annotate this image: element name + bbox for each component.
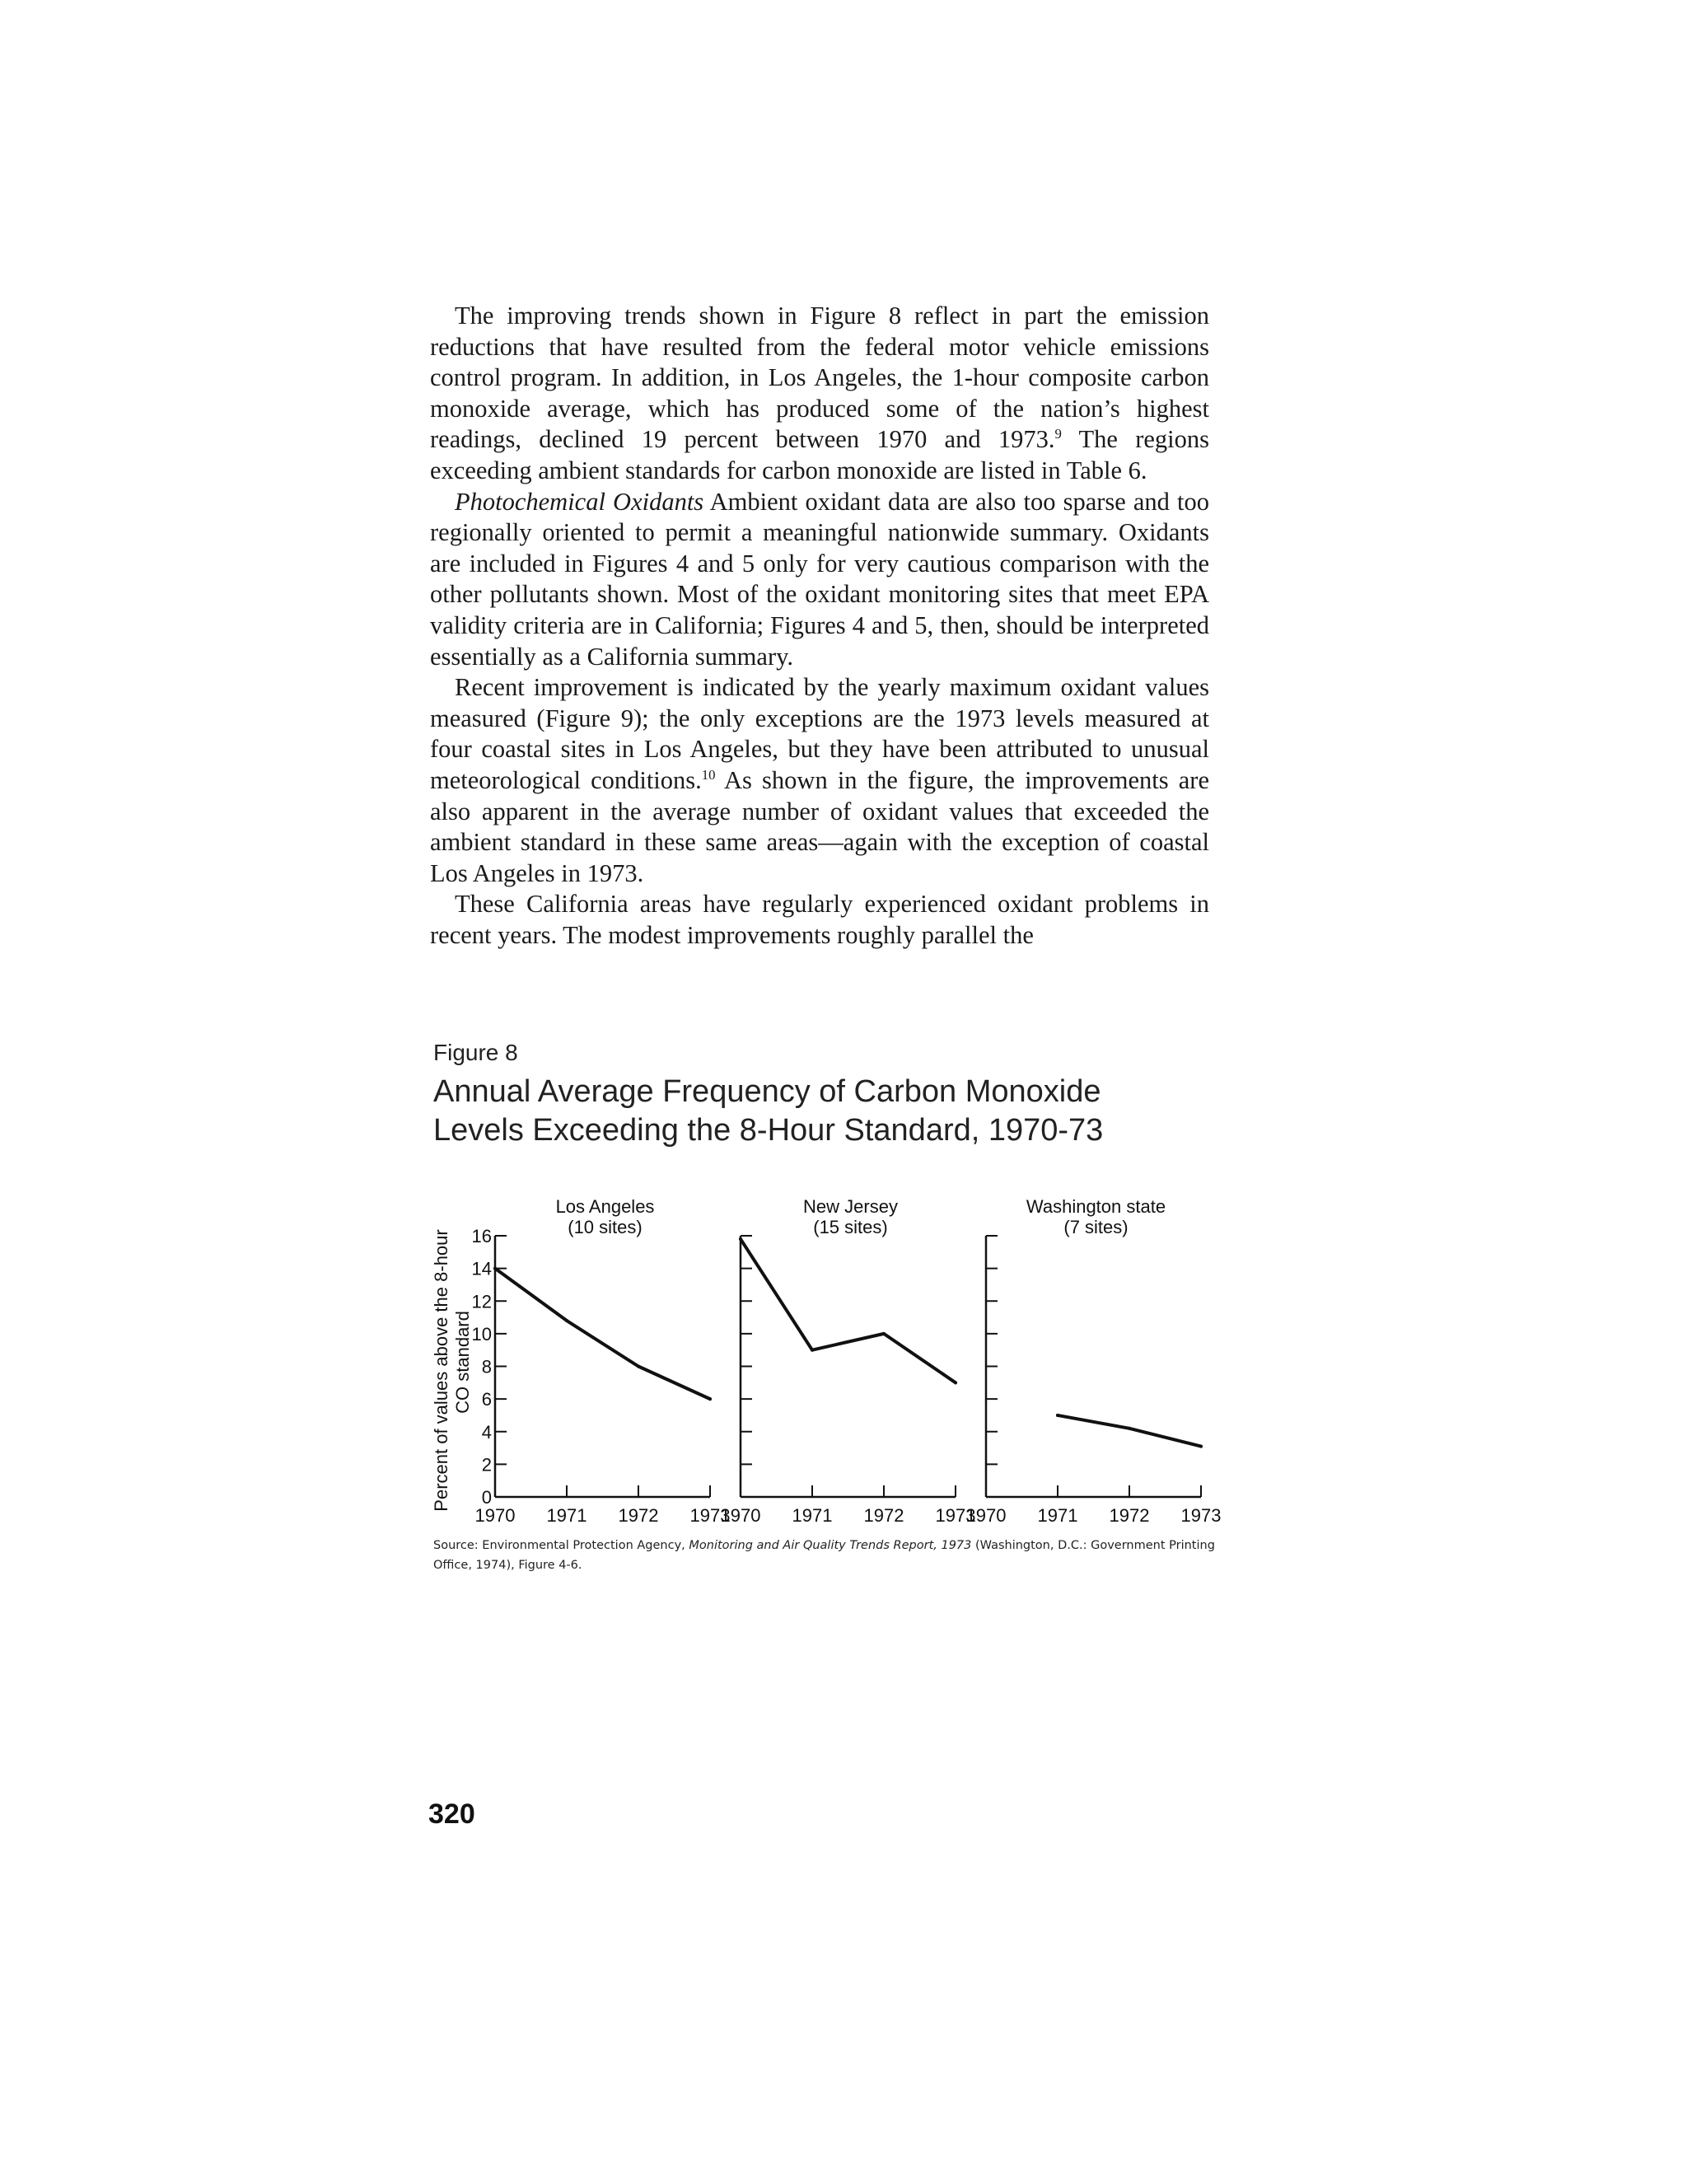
panel-note: (15 sites) bbox=[813, 1217, 888, 1237]
footnote-ref: 10 bbox=[701, 766, 716, 783]
y-axis-label: Percent of values above the 8-hour bbox=[431, 1229, 451, 1512]
x-tick-label: 1973 bbox=[1180, 1505, 1222, 1526]
y-tick-label: 8 bbox=[481, 1356, 492, 1377]
paragraph-improvement: Recent improvement is indicated by the yearly maximum oxidant values measured (Figure 9); the only exceptions are the 1973 levels measured at four coastal sites in Los Angeles, but they have been attributed to unusual meteorological conditions.$^{10}$ As shown in the figure, the improvements are also apparent in the average number of oxidant values that exceeded the ambient standard in these same areas—again with the exception of coastal Los Angeles in 1973. bbox=[430, 673, 1209, 887]
figure-label: Figure 8 bbox=[433, 1040, 518, 1065]
x-tick-label: 1972 bbox=[1109, 1505, 1150, 1526]
page-number: 320 bbox=[428, 1798, 475, 1830]
y-axis-label-unit: CO standard bbox=[452, 1311, 473, 1414]
data-point bbox=[1056, 1414, 1059, 1417]
figure-source: Source: Environmental Protection Agency, Monitoring and Air Quality Trends Report, 1973 (Washington, D.C.: Government Printing Office, 1974), Figure 4-6. bbox=[433, 1539, 1215, 1572]
x-tick-label: 1972 bbox=[618, 1505, 659, 1526]
series-line bbox=[1058, 1415, 1201, 1447]
paragraph-oxidants: Photochemical Oxidants Ambient oxidant data are also too sparse and too regionally oriented to permit a meaningful nationwide summary. Oxidants are included in Figures 4 and 5 only for very cautious comparison with the other pollutants shown. Most of the oxidant monitoring sites that meet EPA validity criteria are in California; Figures 4 and 5, then, should be interpreted essentially as a California summary. bbox=[430, 487, 1210, 671]
panel-title: Los Angeles bbox=[555, 1196, 655, 1217]
y-tick-label: 14 bbox=[471, 1258, 492, 1279]
run-in-heading: Photochemical Oxidants bbox=[455, 487, 704, 516]
x-tick-label: 1972 bbox=[863, 1505, 904, 1526]
x-tick-label: 1973 bbox=[935, 1505, 976, 1526]
chart-layer bbox=[431, 1196, 1221, 1526]
series-line bbox=[741, 1239, 956, 1382]
panel-title: New Jersey bbox=[803, 1196, 898, 1217]
data-point bbox=[811, 1349, 814, 1352]
data-point bbox=[1199, 1445, 1203, 1448]
data-point bbox=[565, 1319, 568, 1322]
y-tick-label: 6 bbox=[481, 1389, 492, 1410]
x-tick-label: 1970 bbox=[474, 1505, 516, 1526]
data-point bbox=[637, 1365, 640, 1368]
x-tick-label: 1971 bbox=[792, 1505, 833, 1526]
data-point bbox=[882, 1332, 886, 1335]
x-tick-label: 1970 bbox=[720, 1505, 761, 1526]
x-tick-label: 1971 bbox=[1037, 1505, 1078, 1526]
y-tick-label: 12 bbox=[471, 1291, 492, 1312]
y-tick-label: 0 bbox=[481, 1487, 492, 1508]
panel-note: (10 sites) bbox=[568, 1217, 643, 1237]
x-tick-label: 1970 bbox=[965, 1505, 1007, 1526]
y-tick-label: 2 bbox=[481, 1454, 492, 1475]
y-tick-label: 16 bbox=[471, 1226, 492, 1246]
panel-note: (7 sites) bbox=[1063, 1217, 1129, 1237]
y-tick-label: 4 bbox=[481, 1421, 492, 1443]
paragraph-california: These California areas have regularly experienced oxidant problems in recent years. The modest improvements roughly parallel the bbox=[430, 890, 1209, 949]
data-point bbox=[954, 1381, 957, 1384]
figure-title: Annual Average Frequency of Carbon Monoxide Levels Exceeding the 8-Hour Standard, 1970-73 bbox=[433, 1074, 1104, 1148]
data-point bbox=[493, 1267, 497, 1270]
y-tick-label: 10 bbox=[471, 1323, 492, 1345]
panel-title: Washington state bbox=[1026, 1196, 1166, 1217]
data-point bbox=[739, 1237, 742, 1241]
paragraph-co-trends: The improving trends shown in Figure 8 reflect in part the emission reductions that have resulted from the federal motor vehicle emissions control program. In addition, in Los Angeles, the 1-hour composite carbon monoxide average, which has produced some of the nation’s highest readings, declined 19 percent between 1970 and 1973.$^9$ The regions exceeding ambient standards for carbon monoxide are listed in Table 6. bbox=[430, 302, 1209, 484]
series-line bbox=[495, 1269, 710, 1400]
x-tick-label: 1971 bbox=[546, 1505, 587, 1526]
x-tick-label: 1973 bbox=[689, 1505, 731, 1526]
footnote-ref: 9 bbox=[1054, 426, 1062, 442]
data-point bbox=[1128, 1427, 1131, 1430]
data-point bbox=[708, 1397, 712, 1401]
